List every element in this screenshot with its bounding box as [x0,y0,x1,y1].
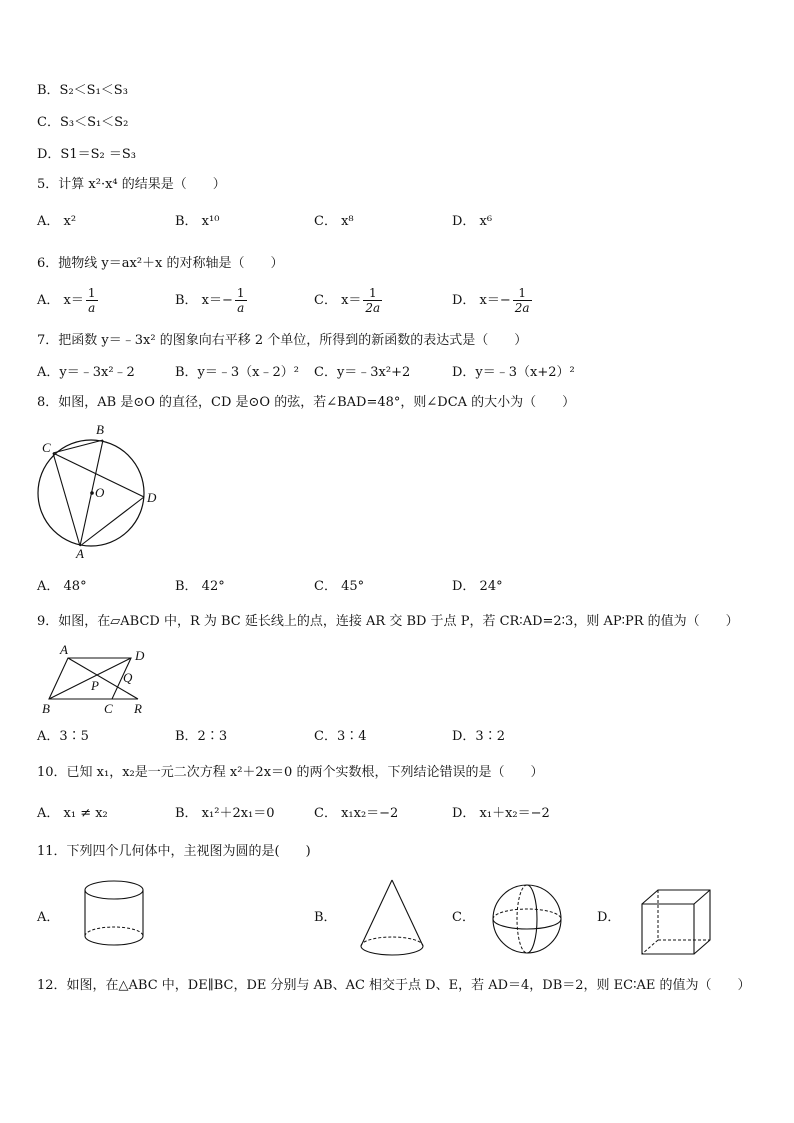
q11-cone-right-edge [392,880,423,946]
q11-cone-left-edge [361,880,392,946]
q8-label-c: C [42,440,51,455]
q6-option-c [314,286,382,315]
q11-option-a: A． [37,910,60,925]
q4-option-d: D．S1＝S₂ ＝S₃ [37,147,136,162]
q7-option-a: A．y＝﹣3x²﹣2 [37,365,135,380]
q6-b-num: 1 [236,286,245,300]
q6-option-b [175,286,247,315]
q6-option-d [452,286,532,315]
q11-cone [355,876,435,966]
q11-sphere-outline [493,885,561,953]
q8-center-dot [90,491,94,495]
q11-sphere [488,882,568,962]
q7-option-d: D．y＝﹣3（x+2）² [452,365,575,380]
q11-cube [638,886,718,966]
q4-option-c: C．S₃＜S₁＜S₂ [37,115,129,130]
q9-label-d: D [135,648,145,663]
q11-cube-hidden-diagonal [642,940,658,954]
q11-sphere-equator-back [493,909,561,919]
q11-sphere-meridian-back [517,885,527,953]
q10-stem: 10．已知 x₁，x₂是一元二次方程 x²＋2x＝0 的两个实数根，下列结论错误的是（ ） [37,765,544,780]
q9-label-a: A [60,642,68,657]
q7-option-b: B．y＝﹣3（x﹣2）² [175,365,299,380]
q7-stem: 7．把函数 y＝﹣3x² 的图象向右平移 2 个单位，所得到的新函数的表达式是（ ） [37,333,528,348]
q8-circle-figure [30,422,170,562]
q11-sphere-equator-front [493,919,561,929]
q11-cube-front-face [642,904,694,954]
q6-b-den: a [237,301,245,315]
q8-stem: 8．如图，AB 是⊙O 的直径，CD 是⊙O 的弦，若∠BAD=48°，则∠DCA 的大小为（ ） [37,395,576,410]
q9-option-a: A．3∶5 [37,729,89,744]
q9-label-p: P [91,678,99,693]
q9-stem: 9．如图，在▱ABCD 中，R 为 BC 延长线上的点，连接 AR 交 BD 于点 P，若 CR∶AD=2∶3，则 AP∶PR 的值为（ ） [37,614,739,629]
q11-cylinder-bottom-back [85,927,143,936]
q6-c-prefix: C． x＝ [314,293,362,308]
q8-option-a: A． 48° [37,579,87,594]
q11-cone-base-front [361,946,423,955]
q5-option-b: B． x¹⁰ [175,214,220,229]
q12-stem: 12．如图，在△ABC 中，DE∥BC，DE 分别与 AB、AC 相交于点 D、E，若 AD＝4，DB＝2，则 EC∶AE 的值为（ ） [37,978,751,993]
q9-option-b: B．2∶3 [175,729,228,744]
q5-option-d: D． x⁶ [452,214,493,229]
q6-d-prefix: D． x＝− [452,293,511,308]
q6-c-den: 2a [365,301,381,315]
q6-a-den: a [88,301,96,315]
q6-a-num: 1 [87,286,96,300]
q9-option-c: C．3∶4 [314,729,367,744]
q9-parallelogram-figure [38,642,168,717]
q8-option-c: C． 45° [314,579,365,594]
q11-cylinder-bottom-front [85,936,143,945]
q10-option-a: A． x₁ ≠ x₂ [37,806,108,821]
q8-option-b: B． 42° [175,579,225,594]
q6-a-prefix: A． x＝ [37,293,84,308]
q6-d-num: 1 [513,286,532,301]
q8-label-a: A [76,546,84,561]
q11-stem: 11．下列四个几何体中，主视图为圆的是( ) [37,844,311,859]
q11-cylinder [78,876,158,956]
q8-label-b: B [96,422,104,437]
q11-cylinder-top [85,881,143,899]
q11-option-c: C． [452,910,475,925]
q9-segment-bd [49,658,131,699]
q8-label-d: D [147,490,157,505]
q6-b-prefix: B． x＝− [175,293,233,308]
q5-stem: 5．计算 x²·x⁴ 的结果是（ ） [37,177,226,192]
q6-d-den: 2a [514,301,530,315]
q8-segment-ca [53,453,80,546]
q11-option-b: B． [314,910,337,925]
q5-option-a: A． x² [37,214,77,229]
q7-option-c: C．y＝﹣3x²+2 [314,365,411,380]
q6-b-fraction [235,286,247,315]
q9-label-r: R [134,701,142,716]
q11-cube-diagonal-edge [694,890,710,904]
q10-option-b: B． x₁²＋2x₁＝0 [175,806,275,821]
q6-c-fraction [363,286,382,315]
q8-label-o: O [95,485,105,500]
q5-option-c: C． x⁸ [314,214,354,229]
q9-label-c: C [104,701,113,716]
q11-sphere-meridian-front [527,885,537,953]
q4-option-b: B．S₂＜S₁＜S₃ [37,83,128,98]
q8-option-d: D． 24° [452,579,503,594]
q10-option-c: C． x₁x₂＝−2 [314,806,399,821]
q9-label-b: B [42,701,50,716]
q6-a-fraction [86,286,98,315]
q6-option-a [37,286,98,315]
q6-stem: 6．抛物线 y＝ax²＋x 的对称轴是（ ） [37,256,284,271]
q11-cone-base-back [361,937,423,946]
q9-option-d: D．3∶2 [452,729,505,744]
q9-label-q: Q [123,670,133,685]
q6-d-fraction [513,286,532,315]
q6-c-num: 1 [363,286,382,301]
q10-option-d: D． x₁＋x₂＝−2 [452,806,550,821]
q11-option-d: D． [597,910,621,925]
